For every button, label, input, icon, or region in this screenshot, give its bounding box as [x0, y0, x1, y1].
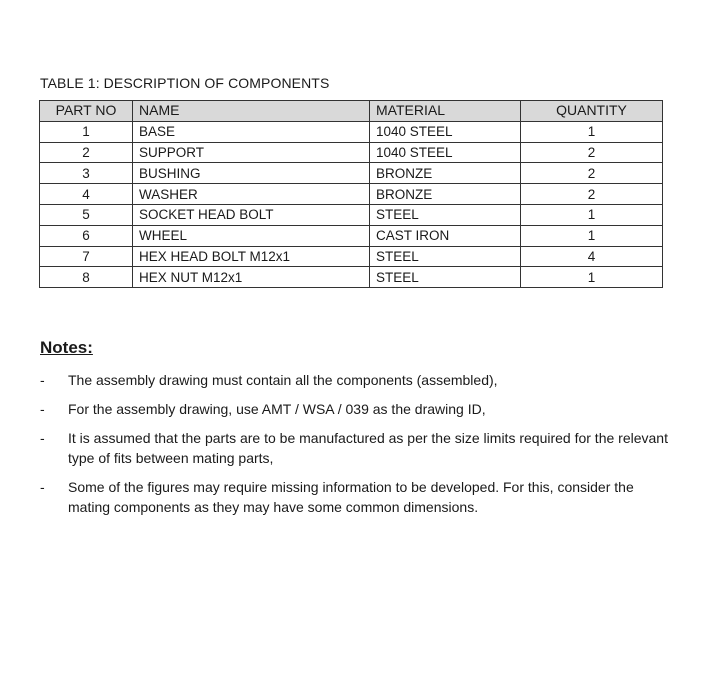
header-material: MATERIAL [370, 101, 521, 122]
bullet-dash: - [40, 401, 45, 417]
cell-quantity: 1 [521, 204, 663, 225]
cell-name: WHEEL [133, 225, 370, 246]
table-row [40, 142, 663, 163]
notes-list [40, 370, 670, 526]
header-part-no: PART NO [40, 101, 133, 122]
cell-material: 1040 STEEL [370, 121, 521, 142]
cell-part-no: 2 [40, 142, 133, 163]
cell-part-no: 3 [40, 163, 133, 184]
cell-name: WASHER [133, 184, 370, 205]
note-text: For the assembly drawing, use AMT / WSA / 039 as the drawing ID, [68, 401, 486, 417]
components-table [39, 100, 663, 288]
cell-material: CAST IRON [370, 225, 521, 246]
note-text: Some of the figures may require missing information to be developed. For this, consider the mating components as they may have some common dimensions. [68, 479, 634, 515]
cell-quantity: 2 [521, 184, 663, 205]
cell-name: HEX HEAD BOLT M12x1 [133, 246, 370, 267]
cell-material: BRONZE [370, 163, 521, 184]
cell-name: HEX NUT M12x1 [133, 267, 370, 288]
list-item [40, 399, 670, 419]
cell-material: BRONZE [370, 184, 521, 205]
note-text: The assembly drawing must contain all the components (assembled), [68, 372, 498, 388]
table-row [40, 184, 663, 205]
cell-part-no: 4 [40, 184, 133, 205]
cell-name: SOCKET HEAD BOLT [133, 204, 370, 225]
table-row [40, 204, 663, 225]
note-text: It is assumed that the parts are to be manufactured as per the size limits required for the relevant type of fits between mating parts, [68, 430, 668, 466]
cell-quantity: 4 [521, 246, 663, 267]
cell-quantity: 2 [521, 163, 663, 184]
header-quantity: QUANTITY [521, 101, 663, 122]
cell-name: SUPPORT [133, 142, 370, 163]
cell-material: STEEL [370, 246, 521, 267]
list-item [40, 428, 670, 468]
cell-part-no: 7 [40, 246, 133, 267]
cell-quantity: 1 [521, 225, 663, 246]
cell-name: BUSHING [133, 163, 370, 184]
cell-part-no: 8 [40, 267, 133, 288]
cell-quantity: 1 [521, 267, 663, 288]
notes-title: Notes: [40, 338, 93, 357]
header-name: NAME [133, 101, 370, 122]
table-row [40, 163, 663, 184]
list-item [40, 477, 670, 517]
bullet-dash: - [40, 430, 45, 446]
bullet-dash: - [40, 372, 45, 388]
cell-name: BASE [133, 121, 370, 142]
list-item [40, 370, 670, 390]
cell-part-no: 1 [40, 121, 133, 142]
table-caption: TABLE 1: DESCRIPTION OF COMPONENTS [40, 75, 330, 91]
table-header-row [40, 101, 663, 122]
cell-material: STEEL [370, 204, 521, 225]
cell-part-no: 5 [40, 204, 133, 225]
cell-quantity: 1 [521, 121, 663, 142]
cell-quantity: 2 [521, 142, 663, 163]
table-row [40, 121, 663, 142]
table-row [40, 246, 663, 267]
bullet-dash: - [40, 479, 45, 495]
cell-material: 1040 STEEL [370, 142, 521, 163]
cell-part-no: 6 [40, 225, 133, 246]
table-row [40, 267, 663, 288]
cell-material: STEEL [370, 267, 521, 288]
table-row [40, 225, 663, 246]
